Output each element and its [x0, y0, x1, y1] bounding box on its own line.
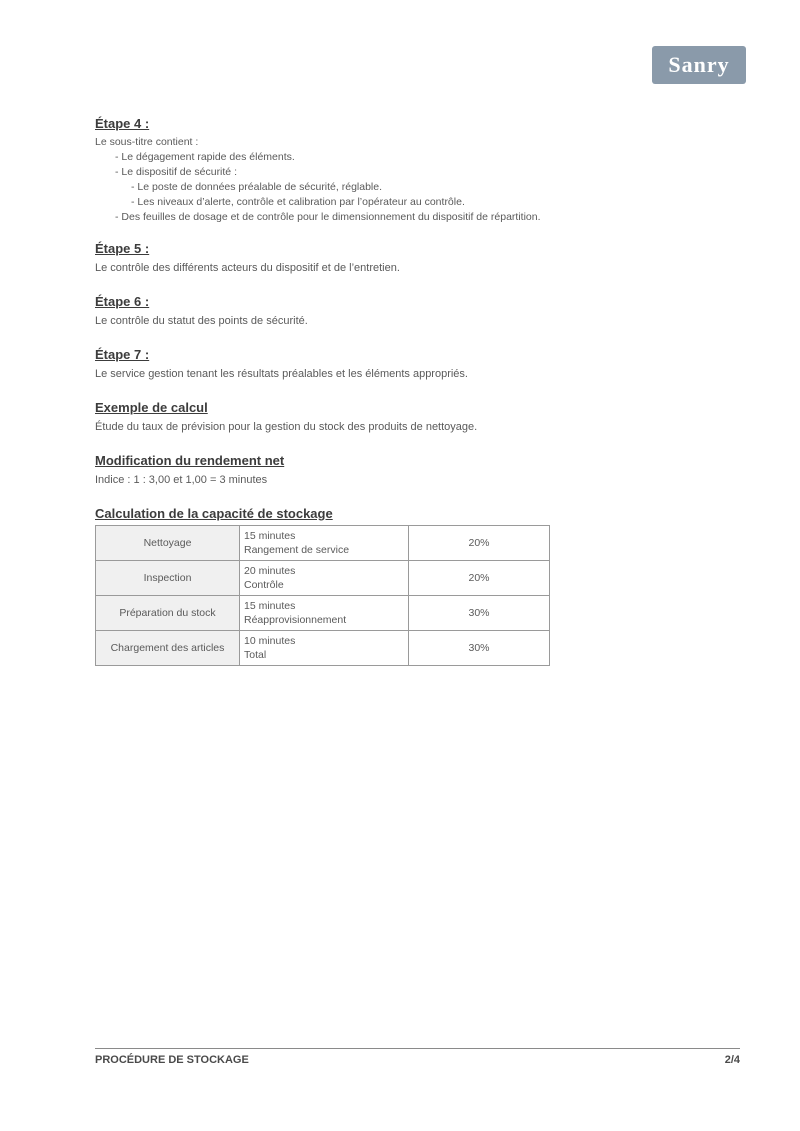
list-item: - Les niveaux d’alerte, contrôle et calibration par l’opérateur au contrôle.: [95, 195, 735, 210]
value-line-1: 10 minutes: [244, 635, 296, 647]
table-cell-value: [240, 631, 409, 666]
table-cell-label: Préparation du stock: [96, 596, 240, 631]
table-cell-value: [240, 596, 409, 631]
list-item: - Le dispositif de sécurité :: [95, 165, 735, 180]
step4-list: [95, 135, 735, 225]
value-line-2: Contrôle: [244, 579, 284, 591]
value-line-2: Réapprovisionnement: [244, 614, 347, 626]
list-item: - Le dégagement rapide des éléments.: [95, 150, 735, 165]
value-line-2: Rangement de service: [244, 544, 350, 556]
step5-title: Étape 5 :: [95, 241, 150, 256]
value-line-1: 20 minutes: [244, 565, 296, 577]
capacity-table: [95, 525, 550, 666]
page-number: 2/4: [724, 1054, 740, 1066]
table-row: [96, 631, 550, 666]
table-cell-value: [240, 561, 409, 596]
list-item: - Des feuilles de dosage et de contrôle pour le dimensionnement du dispositif de répartition.: [95, 210, 735, 225]
list-item: - Le poste de données préalable de sécurité, réglable.: [95, 180, 735, 195]
value-line-1: 15 minutes: [244, 600, 296, 612]
step6-title: Étape 6 :: [95, 294, 150, 309]
step7-text: Le service gestion tenant les résultats préalables et les éléments appropriés.: [95, 368, 468, 380]
value-line-1: 15 minutes: [244, 530, 296, 542]
result-title: Modification du rendement net: [95, 453, 285, 468]
table-cell-value: [240, 526, 409, 561]
table-cell-percent: 20%: [409, 561, 550, 596]
table-row: [96, 561, 550, 596]
table-cell-percent: 30%: [409, 631, 550, 666]
company-logo: Sanry: [652, 46, 746, 84]
table-cell-label: Nettoyage: [96, 526, 240, 561]
step5-text: Le contrôle des différents acteurs du dispositif et de l’entretien.: [95, 262, 400, 274]
result-text: Indice : 1 : 3,00 et 1,00 = 3 minutes: [95, 474, 268, 486]
test-title: Exemple de calcul: [95, 400, 208, 415]
step4-title: Étape 4 :: [95, 116, 150, 131]
step4-intro: Le sous-titre contient :: [95, 136, 199, 148]
page-footer: [95, 1048, 740, 1066]
table-cell-label: Chargement des articles: [96, 631, 240, 666]
table-cell-percent: 20%: [409, 526, 550, 561]
table-title: Calculation de la capacité de stockage: [95, 506, 333, 521]
table-cell-label: Inspection: [96, 561, 240, 596]
footer-document-title: PROCÉDURE DE STOCKAGE: [95, 1054, 249, 1066]
table-cell-percent: 30%: [409, 596, 550, 631]
test-text: Étude du taux de prévision pour la gestion du stock des produits de nettoyage.: [95, 421, 478, 433]
value-line-2: Total: [244, 649, 267, 661]
table-row: [96, 526, 550, 561]
step7-title: Étape 7 :: [95, 347, 150, 362]
step6-text: Le contrôle du statut des points de sécurité.: [95, 315, 308, 327]
document-body: [95, 116, 735, 666]
table-row: [96, 596, 550, 631]
